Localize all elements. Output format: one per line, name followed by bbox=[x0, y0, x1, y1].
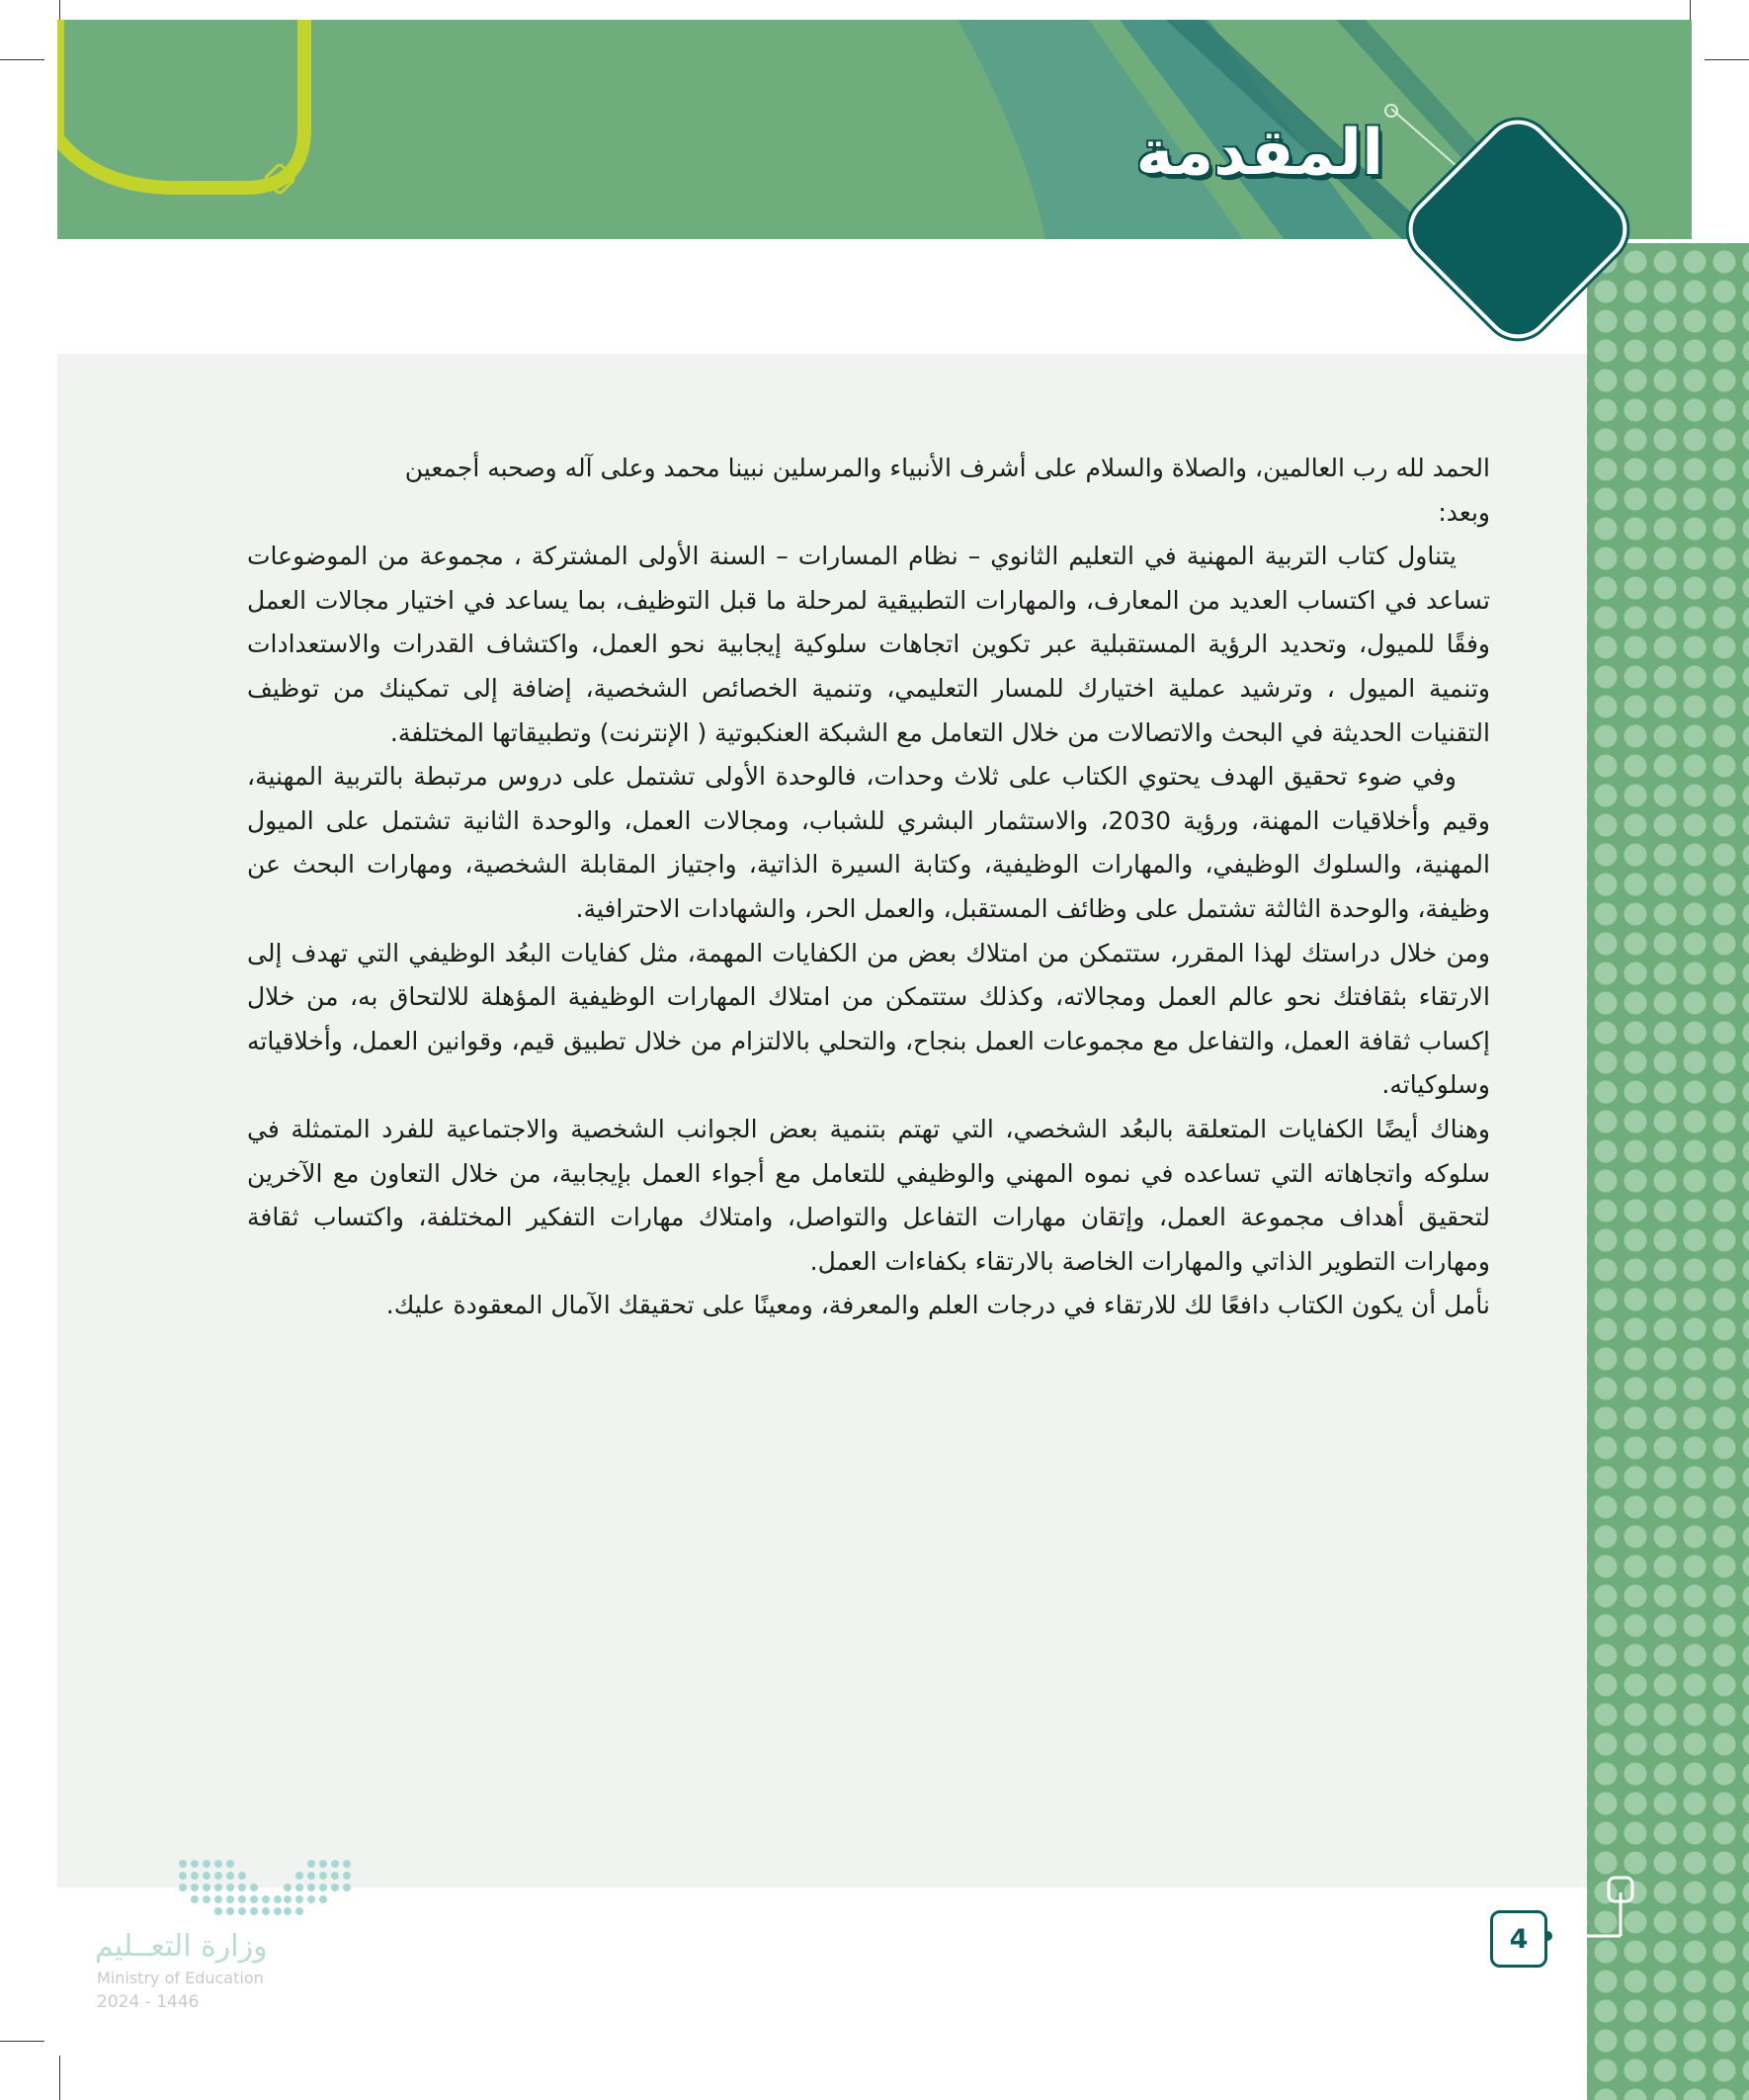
page-title: المقدمة bbox=[1135, 117, 1383, 190]
side-pattern-strip bbox=[1587, 243, 1749, 2100]
intro-paragraph: نأمل أن يكون الكتاب دافعًا لك للارتقاء في درجات العلم والمعرفة، ومعينًا على تحقيقك الآمال المعقودة عليك. bbox=[385, 1291, 1490, 1320]
crop-mark bbox=[0, 2041, 44, 2042]
intro-paragraph: يتناول كتاب التربية المهنية في التعليم الثانوي – نظام المسارات – السنة الأولى المشتركة ، مجموعة من الموضوعات تساعد في اكتساب العديد من المعارف، والمهارات التطبيقية لمرحلة ما قبل التوظيف، بما يساعد في اختيار مجالات العمل وفقًا للميول، وتحديد الرؤية المستقبلية عبر تكوين اتجاهات سلوكية إيجابية نحو العمل، واكتشاف القدرات والاستعدادات وتنمية الميول ، وترشيد عملية اختيارك للمسار التعليمي، وتنمية الخصائص الشخصية، إضافة إلى تمكينك من توظيف التقنيات الحديثة في البحث والاتصالات من خلال التعامل مع الشبكة العنكبوتية ( الإنترنت) وتطبيقاتها المختلفة. bbox=[247, 542, 1490, 747]
crop-mark bbox=[0, 59, 44, 60]
crop-mark bbox=[59, 2056, 60, 2100]
ministry-name-english: Ministry of Education bbox=[97, 1969, 264, 1987]
intro-paragraph: وفي ضوء تحقيق الهدف يحتوي الكتاب على ثلاث وحدات، فالوحدة الأولى تشتمل على دروس مرتبطة بالتربية المهنية، وقيم وأخلاقيات المهنة، ورؤية 2030، والاستثمار البشري للشباب، ومجالات العمل، والوحدة الثانية تشتمل على الميول المهنية، والسلوك الوظيفي، والمهارات الوظيفية، وكتابة السيرة الذاتية، واجتياز المقابلة الشخصية، ومهارات البحث عن وظيفة، والوحدة الثالثة تشتمل على وظائف المستقبل، والعمل الحر، والشهادات الاحترافية. bbox=[247, 762, 1490, 923]
ministry-name-arabic: وزارة التعــليم bbox=[95, 1929, 268, 1964]
ministry-year: 2024 - 1446 bbox=[97, 1992, 200, 2012]
intro-paragraph: وهناك أيضًا الكفايات المتعلقة بالبعُد الشخصي، التي تهتم بتنمية بعض الجوانب الشخصية والاجتماعية للفرد المتمثلة في سلوكه واتجاهاته التي تساعده في نموه المهني والوظيفي للتعامل مع أجواء العمل بإيجابية، من خلال التعاون مع الآخرين لتحقيق أهداف مجموعة العمل، وإتقان مهارات التفاعل والتواصل، وامتلاك مهارات التفكير المختلفة، واكتساب ثقافة ومهارات التطوير الذاتي والمهارات الخاصة بالارتقاء بكفاءات العمل. bbox=[247, 1114, 1490, 1276]
page-number: 4 bbox=[1490, 1910, 1547, 1968]
intro-paragraph: ومن خلال دراستك لهذا المقرر، ستتمكن من امتلاك بعض من الكفايات المهمة، مثل كفايات البعُد الوظيفي التي تهدف إلى الارتقاء بثقافتك نحو عالم العمل ومجالاته، وكذلك ستتمكن من امتلاك المهارات الوظيفية المؤهلة للالتحاق به، من خلال إكساب ثقافة العمل، والتفاعل مع مجموعات العمل بنجاح، والتحلي بالالتزام من خلال تطبيق قيم، وقوانين العمل، وأخلاقياته وسلوكياته. bbox=[247, 938, 1490, 1100]
crop-mark bbox=[1705, 59, 1749, 60]
intro-opening-line: وبعد: bbox=[1438, 497, 1490, 527]
page-number-connector bbox=[1541, 1868, 1650, 1947]
ministry-logo-icon bbox=[89, 1858, 356, 1917]
intro-text bbox=[247, 447, 1490, 1328]
intro-opening-line: الحمد لله رب العالمين، والصلاة والسلام على أشرف الأنبياء والمرسلين نبينا محمد وعلى آله وصحبه أجمعين bbox=[404, 454, 1490, 482]
